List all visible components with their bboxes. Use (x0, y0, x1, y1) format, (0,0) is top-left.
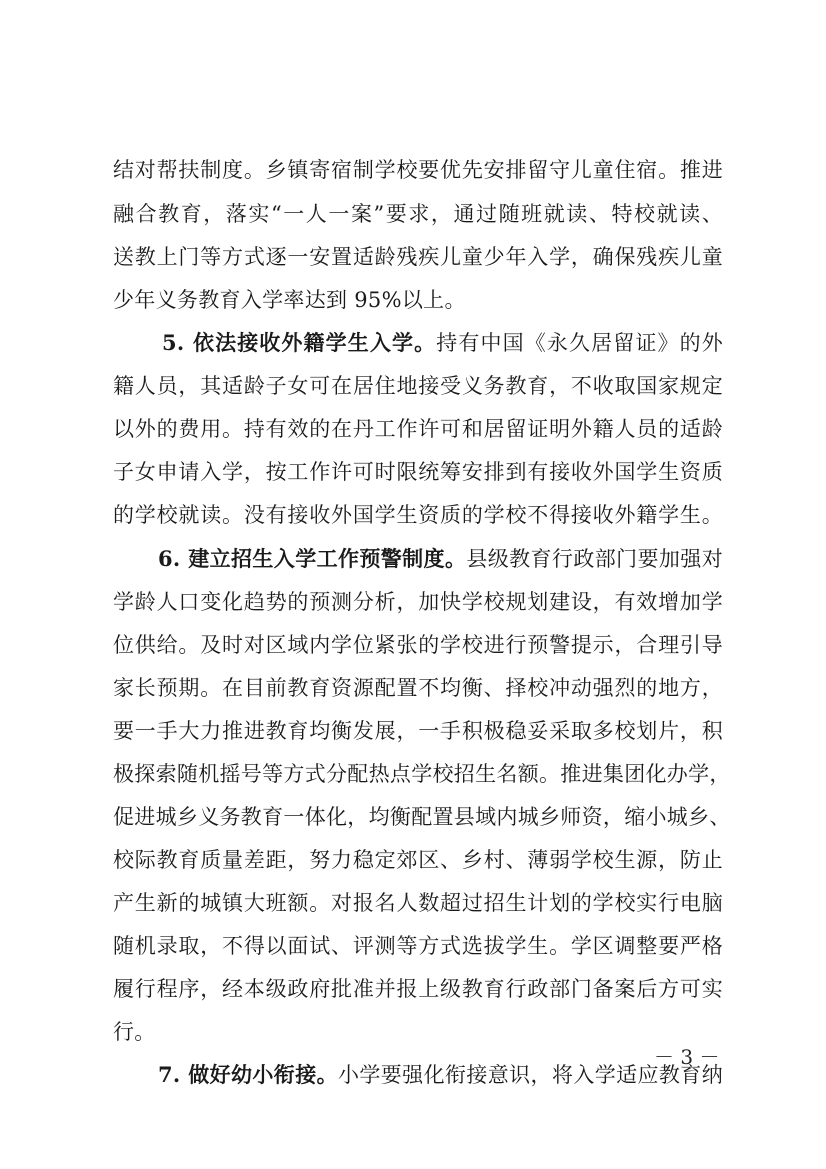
body-text-line: 促进城乡义务教育一体化，均衡配置县域内城乡师资，缩小城乡、 (113, 805, 731, 829)
body-text-line: 校际教育质量差距，努力稳定郊区、乡村、薄弱学校生源，防止 (113, 848, 723, 872)
body-text-line: 行。 (113, 1020, 156, 1044)
body-text-line: 少年义务教育入学率达到 95%以上。 (113, 288, 466, 312)
body-text-line: 的学校就读。没有接收外国学生资质的学校不得接收外籍学生。 (113, 503, 723, 527)
body-text-line: 随机录取，不得以面试、评测等方式选拔学生。学区调整要严格 (113, 934, 723, 958)
body-text-line: 籍人员，其适龄子女可在居住地接受义务教育，不收取国家规定 (113, 374, 723, 398)
body-text-line: 要一手大力推进教育均衡发展，一手积极稳妥采取多校划片，积 (113, 719, 723, 743)
paragraph-5-heading: 5. 依法接收外籍学生入学。 (162, 330, 437, 355)
paragraph-7-first-line (158, 1055, 723, 1095)
paragraph-7-text: 小学要强化衔接意识，将入学适应教育纳 (338, 1063, 724, 1087)
body-text-line: 结对帮扶制度。乡镇寄宿制学校要优先安排留守儿童住宿。推进 (113, 158, 723, 182)
paragraph-5-text: 持有中国《永久居留证》的外 (436, 331, 723, 355)
body-text-line: 位供给。及时对区域内学位紧张的学校进行预警提示，合理引导 (113, 633, 723, 657)
body-text-line: 学龄人口变化趋势的预测分析，加快学校规划建设，有效增加学 (113, 590, 723, 614)
paragraph-6-heading: 6. 建立招生入学工作预警制度。 (158, 546, 467, 571)
body-text-line: 履行程序，经本级政府批准并报上级教育行政部门备案后方可实 (113, 977, 723, 1001)
body-text-line: 家长预期。在目前教育资源配置不均衡、择校冲动强烈的地方， (113, 676, 723, 700)
body-text-line: 送教上门等方式逐一安置适龄残疾儿童少年入学，确保残疾儿童 (113, 245, 723, 269)
paragraph-5-first-line (162, 323, 723, 363)
body-text-line: 极探索随机摇号等方式分配热点学校招生名额。推进集团化办学， (113, 762, 731, 786)
paragraph-6-text: 县级教育行政部门要加强对 (466, 547, 723, 571)
paragraph-7-heading: 7. 做好幼小衔接。 (158, 1062, 338, 1087)
body-text-line: 产生新的城镇大班额。对报名人数超过招生计划的学校实行电脑 (113, 891, 723, 915)
page-number: － 3 － (654, 1045, 720, 1069)
body-text-line: 子女申请入学，按工作许可时限统筹安排到有接收外国学生资质 (113, 460, 723, 484)
paragraph-6-first-line (158, 539, 723, 579)
body-text-line: 以外的费用。持有效的在丹工作许可和居留证明外籍人员的适龄 (113, 417, 723, 441)
body-text-line: 融合教育，落实“一人一案”要求，通过随班就读、特校就读、 (113, 202, 723, 226)
